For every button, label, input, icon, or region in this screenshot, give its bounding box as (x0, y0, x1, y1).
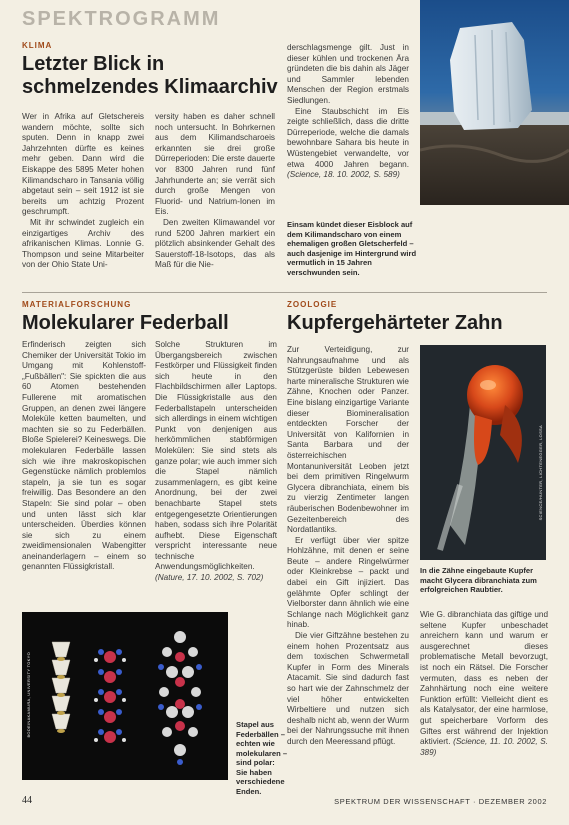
paragraph: Den zweiten Klimawandel vor rund 5200 Jahren markiert ein plötzlich absinkender Gehalt des Sauerstoff-18-Isotops, das als Maß für die Nie- (155, 217, 275, 270)
worm-jaw-photo (420, 345, 546, 560)
title-zahn: Kupfergehärteter Zahn (287, 312, 503, 334)
paragraph: Mit ihr schwindet zugleich ein einzigartiges Archiv des afrikanischen Klimas. Lonnie G. Thompson und seine Mitarbeiter von der Ohio State Uni- (22, 217, 144, 270)
title-federball: Molekularer Federball (22, 312, 229, 334)
paragraph-text: Solche Strukturen im Übergangsbereich zwischen Festkörper und Flüssigkeit finden sich heute in den Flachbildschirmen aller Laptops. Die Flüssigkristalle aus den Federballstapeln unterscheiden sich allerdings in einem wichtigen Punkt von denjenigen aus herkömmlichen stabförmigen Molekülen: Sie sind stets als ganze polar; wie auch immer sich die Stapel nämlich zusammenlagern, es gibt keine Anordnung, bei der zwei benachbarte Stapel stets entgegengesetzte Orientierungen haben, sodass sich ihre Polarität aufhebt. Diese Eigenschaft verspricht interessante neue technische Anwendungsmöglichkeiten. (155, 340, 277, 572)
paragraph: Die vier Giftzähne bestehen zu einem hohen Prozentsatz aus dem toxischen Schwermetall Kupfer in Form des Minerals Atacamit. Sie sind dadurch fast so hart wie der Zahnschmelz der viel höher entwickelten Wirbeltiere und nutzen sich deshalb nicht ab, wenn der Wurm bei der Nahrungssuche mit ihnen durch den Meeressand pflügt. (287, 631, 409, 746)
magazine-footer: SPEKTRUM DER WISSENSCHAFT · DEZEMBER 2002 (334, 797, 547, 806)
paragraph: Erfinderisch zeigten sich Chemiker der Universität Tokio im Umgang mit Kohlenstoff-„Fußbällen": Sie spickten die aus 60 Atomen bestehenden Fullerene mit aromatischen Gruppen, an denen zwei längere Moleküle ketten baumelten, und machten sie so zu Federbällen. Bloße Spielerei? Keineswegs. Die molekularen Federbälle lassen sich wie ihre makroskopischen Gegenstücke nämlich problemlos stapeln, ja sie tun es sogar freiwillig. Das Besondere an den Stapeln: Sie sind polar – oben und unten lässt sich klar unterscheiden. Überdies können sie sich zu einem zweidimensionalen Wabengitter aneinanderlagern – einem so genannten Flüssigkristall. (22, 340, 146, 572)
shuttlecock-molecule-image (22, 612, 228, 780)
caption-text: In die Zähne eingebaute Kupfer macht Glycera dibranchiata zum erfolgreichen Raubtier. (420, 566, 537, 594)
caption-federball: Stapel aus Federbällen – echten wie molekularen – sind polar: Sie haben verschiedene Enden. (236, 720, 288, 796)
zahn-column-2 (420, 610, 548, 758)
citation: (Nature, 17. 10. 2002, S. 702) (155, 573, 264, 583)
paragraph-text: Wie G. dibranchiata das giftige und seltene Kupfer unbeschadet anreichern kann und warum er ausgerechnet dieses problematische Metall bevorzugt, ist noch ein Rätsel. Die Forscher vermuten, dass es neben der Zahnhärtung noch eine weitere Funktion erfüllt: Vielleicht dient es als Katalysator, der eine harmlose, gut speicherbare Vorform des Giftes erst während der Injektion aktiviert. (420, 610, 548, 747)
paragraph: versity haben es daher schnell noch untersucht. In Bohrkernen aus dem Kilimandscharoeis erkannten sie drei große Dürreperioden: Die erste dauerte vor 8300 Jahren rund fünf Jahrhunderte an; sie verrät sich durch große Mengen von Fluorid- und Natrium-Ionen im Eis. (155, 112, 275, 217)
caption-klima: Einsam kündet dieser Eisblock auf dem Kilimandscharo von einem ehemaligen großen Gletscherfeld – auch dasjenige im Hintergrund wird vermutlich in 15 Jahren verschwunden sein. (287, 220, 417, 277)
paragraph-text: Eine Staubschicht im Eis zeigte schließlich, dass die dritte Dürreperiode, welche die damals bewohnbare Sahara bis heute in Wüstengebiet verwandelte, vor etwa 4000 Jahren begann. (287, 106, 409, 169)
page-number: 44 (22, 795, 32, 806)
federball-column-2 (155, 340, 277, 584)
klima-column-3 (287, 43, 409, 181)
kicker-zoologie: ZOOLOGIE (287, 300, 338, 309)
photo-credit: SCIENCE/HUNTER, LICHTENEGGER, LOSSA (538, 425, 543, 521)
title-line-2: schmelzendes Klimaarchiv (22, 76, 278, 98)
zahn-column-1 (287, 345, 409, 748)
paragraph: Er verfügt über vier spitze Hohlzähne, mit denen er seine Beute – andere Ringelwürmer oder Kleinkrebse – packt und dabei ein Gift injiziert. Das gelähmte Opfer schlingt der Vielborster dann ähnlich wie eine Schlange nach Möglichkeit ganz hinab. (287, 535, 409, 630)
photo-credit: BODE/NAKAMURA, UNIVERSITY TOKYO (26, 652, 31, 738)
paragraph: Zur Verteidigung, zur Nahrungsaufnahme und als Stützgerüste bilden Lebewesen harte mineralische Strukturen wie Zähne, Knochen oder Panzer. Eine bislang einzigartige Variante dieser Biomineralisation entdeckten Forscher der Universität von Kalifornien in Santa Barbara und der österreichischen Montanuniversität Leoben jetzt bei dem primitiven Ringelwurm Glycera dibranchiata, einem bis zu vierzig Zentimeter langen räuberischen Bodenbewohner im Gezeitenbereich des Nordatlantiks. (287, 345, 409, 535)
paragraph (420, 610, 548, 758)
section-header: SPEKTROGRAMM (22, 8, 221, 30)
klima-column-1 (22, 112, 144, 271)
kicker-klima: KLIMA (22, 41, 53, 50)
title-line-1: Letzter Blick in (22, 53, 165, 75)
citation: (Science, 11. 10. 2002, S. 389) (420, 737, 549, 757)
klima-column-2 (155, 112, 275, 271)
federball-column-1 (22, 340, 146, 573)
kicker-materialforschung: MATERIALFORSCHUNG (22, 300, 132, 309)
paragraph: derschlagsmenge gilt. Just in dieser kühlen und trockenen Ära gründeten die bis dahin als Jäger und Sammler lebenden Menschen der Region erstmals Siedlungen. (287, 43, 409, 105)
citation: (Science, 18. 10. 2002, S. 589) (287, 170, 400, 180)
caption-zahn (420, 566, 548, 595)
divider (22, 292, 547, 293)
paragraph (155, 340, 277, 584)
paragraph: Wer in Afrika auf Gletschereis wandern möchte, sollte sich sputen. Denn in knapp zwei Jahrzehnten dürfte es keines mehr geben. Dann wird die Eiskappe des 5895 Meter hohen Kilimandscharo in Tansania völlig abgetaut sein – seit 1912 ist sie bereits um achtzig Prozent geschrumpft. (22, 112, 144, 217)
paragraph (287, 107, 409, 181)
kilimanjaro-photo (420, 0, 569, 205)
